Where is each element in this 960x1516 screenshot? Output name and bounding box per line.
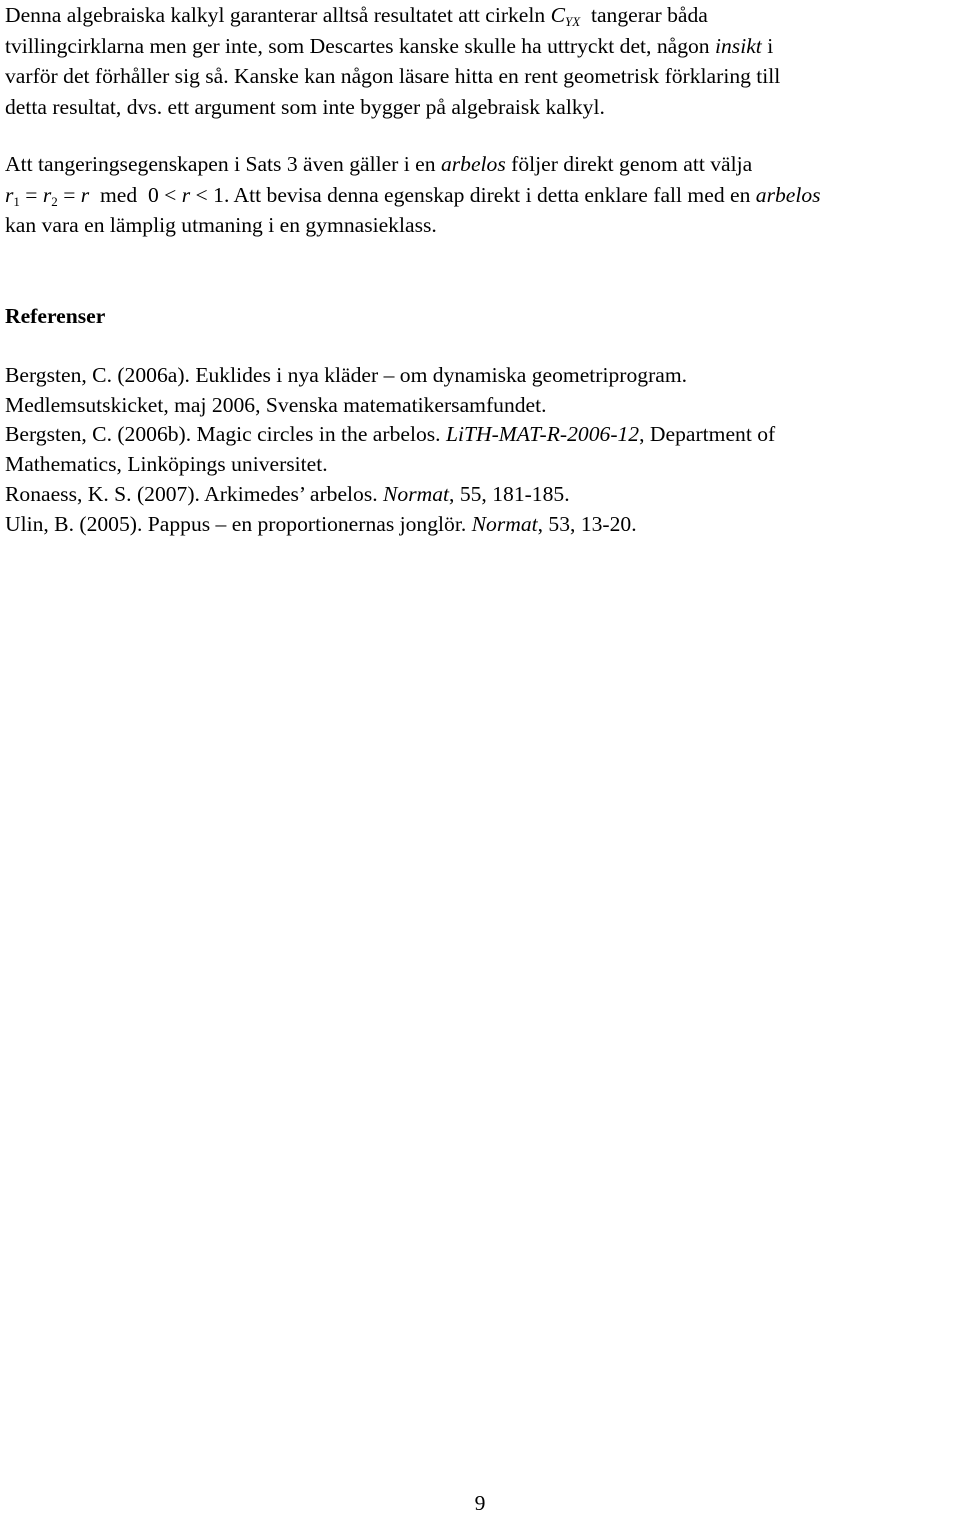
math-formula: $r_1 = r_2 = r$ med 0 < r < 1 [5,182,224,209]
emphasis-arbelos: arbelos [755,182,821,207]
paragraph-line: tvillingcirklarna men ger inte, som Descartes kanske skulle ha uttryckt det, någon insikt i [5,33,774,58]
page-number: 9 [474,1491,486,1515]
symbol-c: C [550,3,565,27]
paragraph-line: kan vara en lämplig utmaning i en gymnasieklass. [5,213,437,237]
emphasis-insikt: insikt [715,33,762,58]
paragraph-line: Denna algebraiska kalkyl garanterar alltså resultatet att cirkeln $C_{YX}$ tangerar båda [5,3,708,29]
references-list [5,361,955,539]
references-heading: Referenser [5,304,106,328]
reference-item: Bergsten, C. (2006b). Magic circles in the arbelos. LiTH-MAT-R-2006-12, Department of Mathematics, Linköpings universitet. [5,422,776,477]
reference-item: Bergsten, C. (2006a). Euklides i nya kläder – om dynamiska geometriprogram. Medlemsutskicket, maj 2006, Svenska matematikersamfundet. [5,363,688,417]
paragraph-line: varför det förhåller sig så. Kanske kan någon läsare hitta en rent geometrisk förklaring till [5,64,781,88]
reference-item: Ronaess, K. S. (2007). Arkimedes’ arbelos. Normat, 55, 181-185. [5,481,570,506]
paragraph-tangency-arbelos [5,149,960,241]
paragraph-algebraic-calculus [5,0,960,122]
emphasis-arbelos: arbelos [440,152,506,176]
paragraph-line: detta resultat, dvs. ett argument som inte bygger på algebraisk kalkyl. [5,94,605,119]
reference-item: Ulin, B. (2005). Pappus – en proportionernas jonglör. Normat, 53, 13-20. [5,511,637,536]
symbol-subscript-yx: YX [565,14,581,29]
paragraph-line: Att tangeringsegenskapen i Sats 3 även gäller i en arbelos följer direkt genom att välja [5,152,753,176]
paragraph-line: $r_1 = r_2 = r$ med 0 < r < 1. Att bevisa denna egenskap direkt i detta enklare fall med en arbelos [5,182,821,209]
